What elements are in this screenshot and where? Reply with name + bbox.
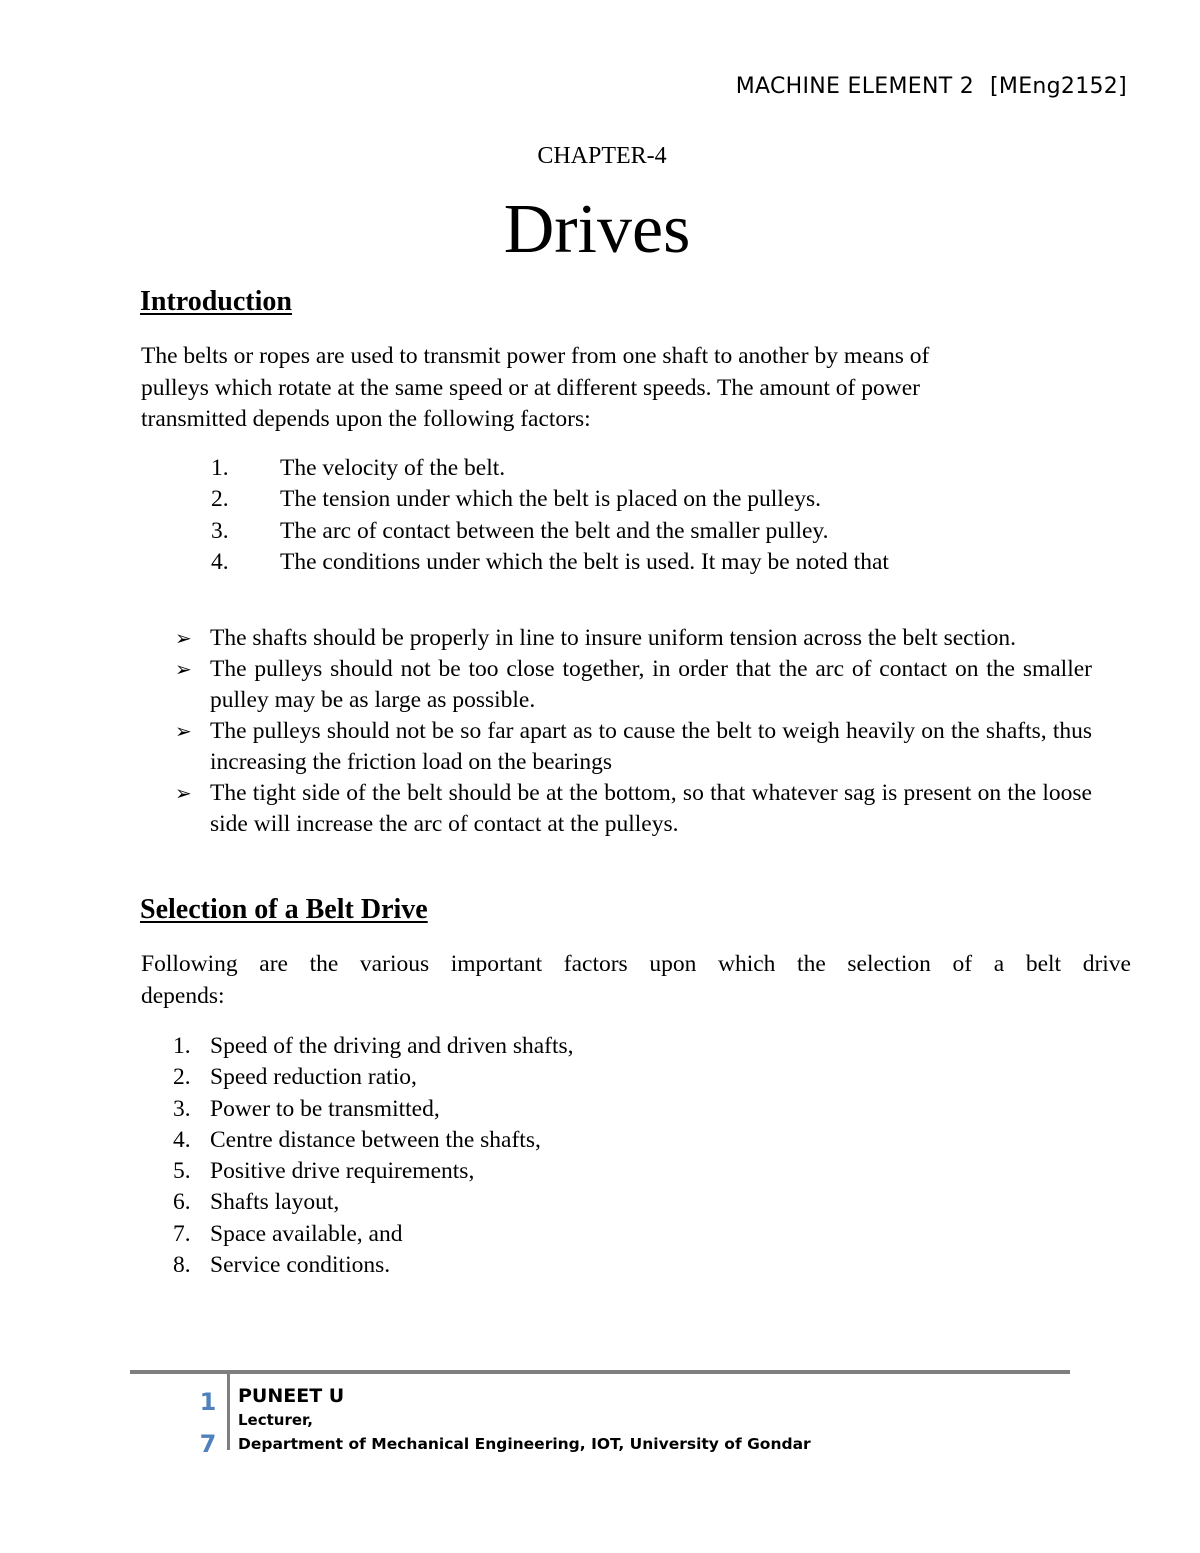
- list-text: The conditions under which the belt is used. It may be noted that: [280, 548, 889, 575]
- list-text: Positive drive requirements,: [210, 1158, 475, 1185]
- list-item: [0, 1094, 574, 1125]
- running-header: [736, 74, 1127, 99]
- selection-paragraph: [141, 949, 1131, 1012]
- list-item: [0, 1125, 574, 1156]
- list-text: Centre distance between the shafts,: [210, 1126, 541, 1153]
- paragraph-line: pulleys which rotate at the same speed or at different speeds. The amount of power: [141, 374, 920, 401]
- arrow-bullet-icon: ➢: [175, 626, 192, 650]
- introduction-heading: Introduction: [140, 286, 292, 317]
- paragraph-line: transmitted depends upon the following factors:: [141, 406, 591, 432]
- course-name: MACHINE ELEMENT 2: [735, 74, 975, 99]
- list-number: 6.: [173, 1189, 191, 1216]
- list-number: 1.: [173, 1033, 191, 1059]
- belt-selection-factors-list: [0, 1031, 574, 1281]
- list-number: 1.: [211, 455, 229, 481]
- course-code: [MEng2152]: [990, 74, 1127, 99]
- footer-divider: [130, 1370, 1070, 1374]
- list-number: 3.: [211, 517, 229, 544]
- page-number-digit: 1: [199, 1388, 217, 1416]
- list-item: [0, 547, 889, 578]
- page-title: Drives: [503, 191, 691, 268]
- list-text: The pulleys should not be so far apart as to cause the belt to weigh heavily on the shafts, thus increasing the friction load on the bearings: [210, 718, 1092, 775]
- paragraph-line: Following are the various important factors upon which the selection of a belt drive: [141, 951, 1131, 977]
- arrow-bullet-icon: ➢: [175, 657, 192, 681]
- chapter-label: CHAPTER-4: [537, 143, 667, 169]
- list-item: [0, 1156, 574, 1187]
- footer-department: Department of Mechanical Engineering, IOT, University of Gondar: [238, 1435, 811, 1453]
- list-item: [0, 1219, 574, 1250]
- arrow-bullet-icon: ➢: [175, 781, 192, 805]
- list-number: 5.: [173, 1158, 191, 1185]
- list-item: [0, 1250, 574, 1281]
- list-item: [0, 1031, 574, 1062]
- list-item: [175, 623, 1092, 654]
- list-number: 4.: [211, 548, 229, 575]
- list-text: The shafts should be properly in line to insure uniform tension across the belt section.: [210, 625, 1017, 651]
- list-item: [175, 716, 1092, 778]
- list-item: [175, 654, 1092, 716]
- paragraph-line: depends:: [141, 982, 225, 1009]
- power-factors-list: [0, 453, 889, 578]
- list-item: [0, 1187, 574, 1218]
- list-text: The tension under which the belt is placed on the pulleys.: [280, 486, 822, 513]
- list-item: [0, 1062, 574, 1093]
- introduction-paragraph: [141, 341, 929, 436]
- list-text: Power to be transmitted,: [210, 1095, 440, 1122]
- list-text: The velocity of the belt.: [280, 455, 506, 481]
- list-number: 4.: [173, 1126, 191, 1153]
- belt-notes-list: [175, 623, 1092, 840]
- list-text: Space available, and: [210, 1220, 403, 1247]
- list-item: [0, 484, 889, 515]
- list-text: Service conditions.: [210, 1252, 391, 1279]
- footer-role: Lecturer,: [238, 1411, 313, 1429]
- list-number: 2.: [173, 1064, 191, 1091]
- paragraph-line: The belts or ropes are used to transmit power from one shaft to another by means of: [141, 343, 930, 369]
- list-text: The tight side of the belt should be at the bottom, so that whatever sag is present on the loose side will increase the arc of contact at the pulleys.: [210, 780, 1092, 837]
- list-text: Shafts layout,: [210, 1189, 340, 1216]
- list-number: 3.: [173, 1095, 191, 1122]
- list-text: The arc of contact between the belt and the smaller pulley.: [280, 517, 829, 544]
- arrow-bullet-icon: ➢: [175, 719, 192, 743]
- selection-heading: Selection of a Belt Drive: [140, 894, 428, 925]
- list-text: Speed reduction ratio,: [210, 1064, 417, 1091]
- footer-vertical-divider: [227, 1374, 230, 1450]
- list-item: [0, 453, 889, 484]
- footer-author: PUNEET U: [238, 1385, 345, 1407]
- list-number: 7.: [173, 1220, 191, 1247]
- list-text: Speed of the driving and driven shafts,: [210, 1033, 574, 1059]
- list-number: 8.: [173, 1252, 191, 1279]
- list-item: [175, 778, 1092, 840]
- list-item: [0, 516, 889, 547]
- page-number-digit: 7: [199, 1430, 217, 1458]
- list-number: 2.: [211, 486, 229, 513]
- list-text: The pulleys should not be too close together, in order that the arc of contact on the smaller pulley may be as large as possible.: [210, 656, 1092, 713]
